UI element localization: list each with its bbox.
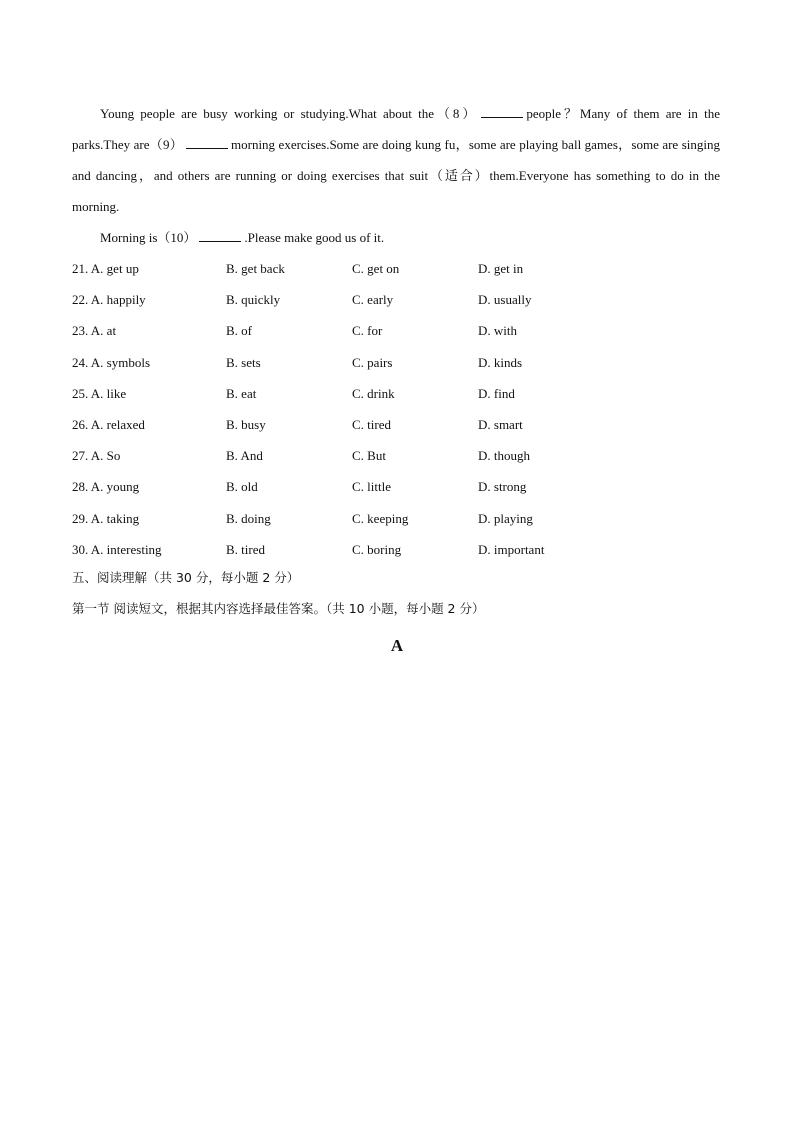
question-number: 22. bbox=[72, 292, 89, 308]
question-row bbox=[72, 378, 692, 409]
option-d-text: D. smart bbox=[478, 416, 523, 432]
option-a-text: A. at bbox=[90, 323, 117, 339]
option-a-text: A. interesting bbox=[90, 541, 162, 557]
option-b-text: B. And bbox=[226, 448, 263, 464]
question-number: 24. bbox=[72, 354, 89, 370]
question-number: 30. bbox=[72, 541, 89, 557]
answer-blank-10 bbox=[199, 227, 241, 242]
question-number: 23. bbox=[72, 323, 89, 339]
question-row bbox=[72, 253, 692, 284]
option-a-text: A. So bbox=[90, 448, 121, 464]
option-b-text: B. tired bbox=[226, 541, 265, 557]
question-option-a bbox=[72, 284, 146, 315]
option-c-text: C. pairs bbox=[352, 354, 393, 370]
option-c-text: C. keeping bbox=[352, 510, 409, 526]
question-option-a bbox=[72, 440, 120, 471]
question-number: 21. bbox=[72, 261, 89, 276]
question-row bbox=[72, 471, 692, 502]
question-row bbox=[72, 503, 692, 534]
option-d-text: D. usually bbox=[478, 292, 532, 308]
question-option-a bbox=[72, 347, 150, 378]
option-b-text: B. sets bbox=[226, 354, 261, 370]
option-c-text: C. boring bbox=[352, 541, 402, 557]
option-c-text: C. drink bbox=[352, 385, 395, 401]
question-number: 25. bbox=[72, 385, 89, 401]
option-b-text: B. quickly bbox=[226, 292, 281, 308]
option-c-text: C. But bbox=[352, 448, 386, 464]
option-c-text: C. tired bbox=[352, 416, 391, 432]
option-a-text: A. happily bbox=[90, 292, 146, 308]
option-d-text: D. important bbox=[478, 541, 545, 557]
section-heading: 五、阅读理解（共 30 分，每小题 2 分） bbox=[72, 570, 300, 585]
option-a-text: A. get up bbox=[90, 261, 139, 276]
answer-blank-8 bbox=[481, 103, 523, 118]
option-d-text: D. kinds bbox=[478, 354, 523, 370]
option-c-text: C. little bbox=[352, 479, 391, 495]
question-number: 29. bbox=[72, 510, 89, 526]
passage-text: morning exercises.Some are doing kung fu，some are playing ball games，some are singing and dancing，and others are running or doing exercises that suit（适合）them.Everyone has something to do in the morning. bbox=[72, 137, 720, 214]
option-d-text: D. find bbox=[478, 385, 515, 401]
option-d-text: D. though bbox=[478, 448, 530, 464]
question-options-list bbox=[72, 253, 692, 565]
option-c-text: C. get on bbox=[352, 261, 400, 276]
option-a-text: A. symbols bbox=[90, 354, 151, 370]
question-option-a bbox=[72, 534, 162, 565]
question-option-a bbox=[72, 253, 139, 284]
part-label: A bbox=[390, 636, 404, 655]
passage-text: Young people are busy working or studying.What about the（8） bbox=[100, 106, 479, 121]
answer-blank-9 bbox=[186, 134, 228, 149]
question-row bbox=[72, 315, 692, 346]
passage-text: Morning is（10） bbox=[100, 230, 197, 245]
question-option-a bbox=[72, 409, 145, 440]
option-b-text: B. doing bbox=[226, 510, 271, 526]
question-row bbox=[72, 534, 692, 565]
option-d-text: D. strong bbox=[478, 479, 527, 495]
cloze-passage bbox=[72, 98, 720, 253]
option-b-text: B. busy bbox=[226, 416, 266, 432]
passage-text: .Please make good us of it. bbox=[244, 230, 385, 245]
question-option-a bbox=[72, 315, 116, 346]
option-b-text: B. old bbox=[226, 479, 258, 495]
option-a-text: A. young bbox=[90, 479, 140, 495]
option-a-text: A. like bbox=[90, 385, 127, 401]
passage-paragraph-1 bbox=[72, 98, 720, 222]
option-c-text: C. early bbox=[352, 292, 394, 308]
question-number: 26. bbox=[72, 416, 89, 432]
question-row bbox=[72, 347, 692, 378]
question-row bbox=[72, 409, 692, 440]
question-row bbox=[72, 284, 692, 315]
option-b-text: B. eat bbox=[226, 385, 257, 401]
question-row bbox=[72, 440, 692, 471]
option-a-text: A. relaxed bbox=[90, 416, 145, 432]
option-d-text: D. playing bbox=[478, 510, 533, 526]
question-option-a bbox=[72, 503, 139, 534]
subsection-heading: 第一节 阅读短文，根据其内容选择最佳答案。（共 10 小题，每小题 2 分） bbox=[72, 601, 485, 616]
option-b-text: B. get back bbox=[226, 261, 285, 276]
option-b-text: B. of bbox=[226, 323, 252, 339]
question-option-a bbox=[72, 471, 139, 502]
question-number: 28. bbox=[72, 479, 89, 495]
option-d-text: D. get in bbox=[478, 261, 524, 276]
passage-text: people？Many of them are in the parks.They are（9） bbox=[72, 106, 721, 152]
question-option-a bbox=[72, 378, 126, 409]
option-a-text: A. taking bbox=[90, 510, 140, 526]
option-d-text: D. with bbox=[478, 323, 517, 339]
option-c-text: C. for bbox=[352, 323, 383, 339]
passage-paragraph-2 bbox=[72, 222, 720, 253]
question-number: 27. bbox=[72, 448, 89, 464]
